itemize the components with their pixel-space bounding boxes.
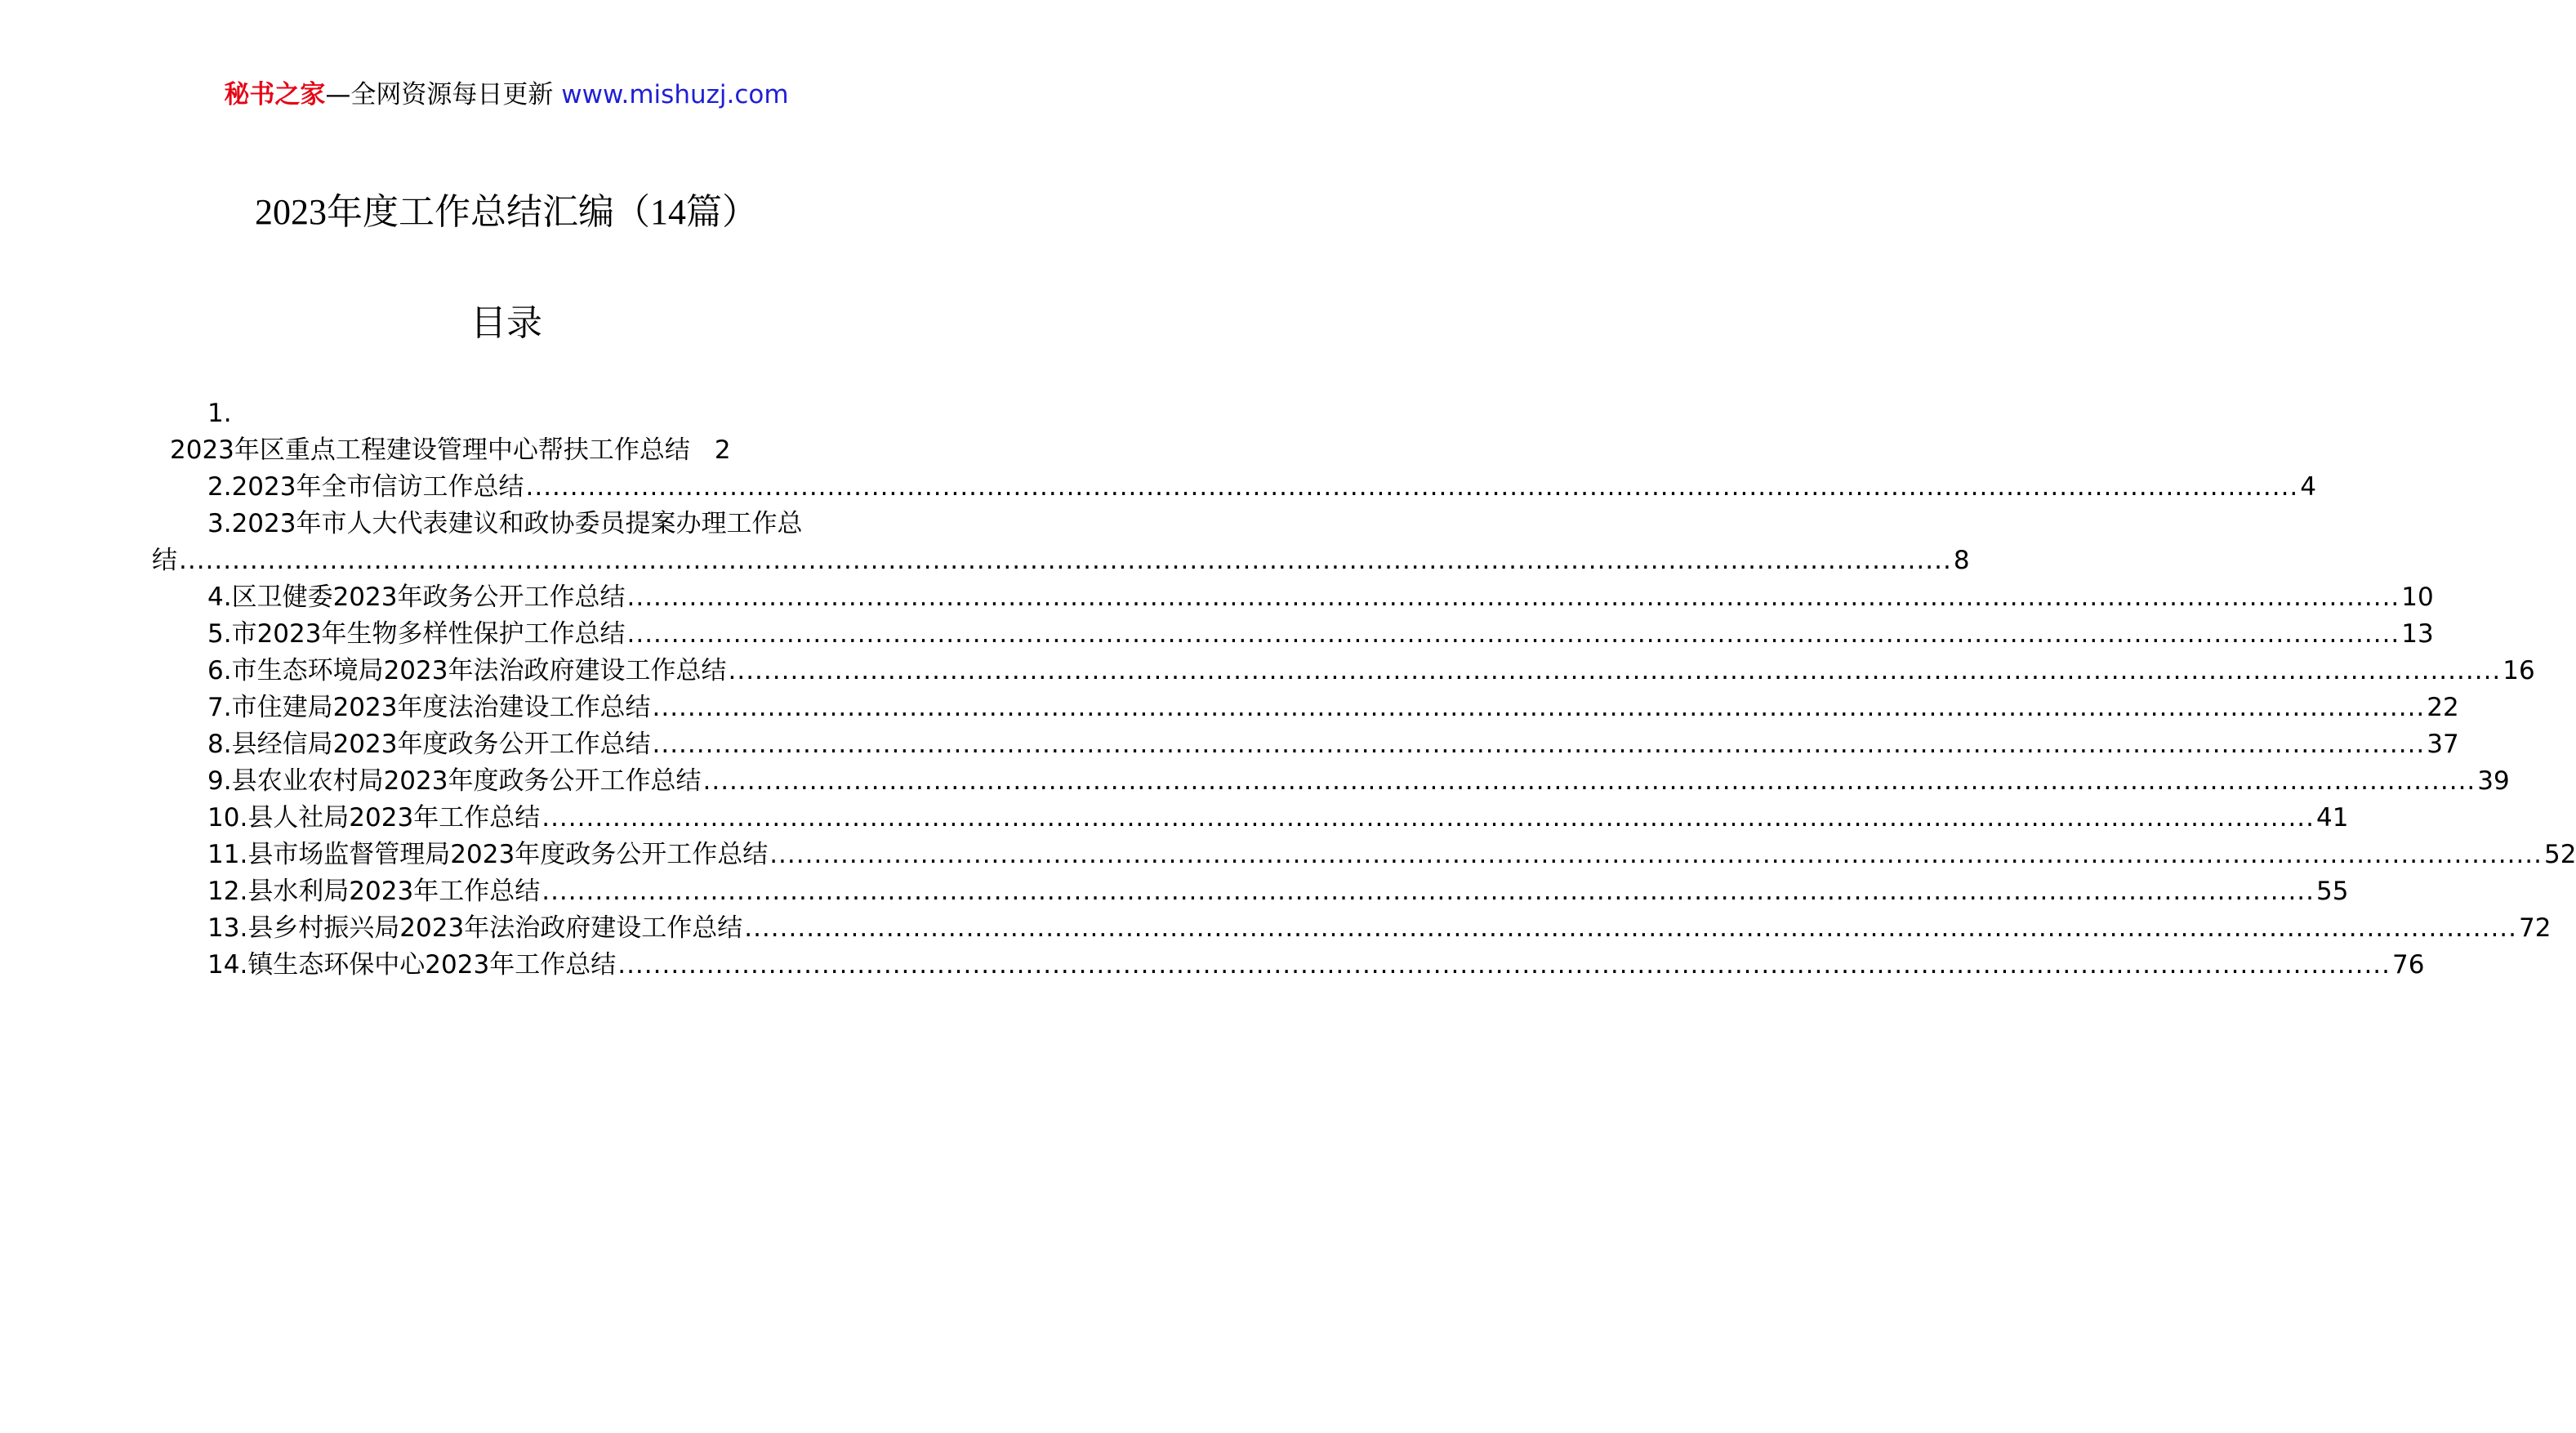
- toc-item-number: 9.: [207, 766, 232, 796]
- dot-leader: ........................................................................................................................................................................................................: [541, 803, 2315, 833]
- toc-item-title: 市住建局2023年度法治建设工作总结: [231, 693, 651, 722]
- toc-item-page: 16: [2502, 656, 2535, 685]
- toc-item-3-continued[interactable]: [152, 542, 1970, 579]
- toc-item-page: 76: [2392, 950, 2425, 980]
- toc-item-page: 37: [2427, 730, 2459, 759]
- toc-item-title-continued: 结: [152, 546, 177, 575]
- toc-item-6[interactable]: [152, 653, 2535, 690]
- title-count: 14: [650, 192, 686, 232]
- dot-leader: ........................................................................................................................................................................................................: [525, 472, 2299, 502]
- toc-item-number: 12.: [207, 877, 248, 906]
- toc-item-page: 41: [2316, 803, 2349, 833]
- toc-item-title: 2023年区重点工程建设管理中心帮扶工作总结: [170, 435, 690, 465]
- toc-item-number: 3.: [207, 509, 232, 538]
- toc-item-14[interactable]: [152, 947, 2425, 984]
- toc-item-title: 市2023年生物多样性保护工作总结: [231, 619, 626, 649]
- toc-item-title: 市生态环境局2023年法治政府建设工作总结: [231, 656, 727, 685]
- table-of-contents: [152, 395, 2576, 984]
- toc-item-title: 县农业农村局2023年度政务公开工作总结: [231, 766, 702, 796]
- toc-item-number: 10.: [207, 803, 248, 833]
- document-title: [0, 190, 1013, 235]
- toc-item-page: 55: [2316, 877, 2349, 906]
- toc-item-title: 县市场监督管理局2023年度政务公开工作总结: [247, 840, 769, 869]
- toc-item-number: 1.: [207, 399, 232, 428]
- toc-item-page: 52: [2544, 840, 2576, 869]
- toc-item-title: 区卫健委2023年政务公开工作总结: [231, 583, 626, 612]
- toc-heading: 目录: [470, 302, 542, 344]
- toc-item-2[interactable]: [152, 469, 2317, 506]
- toc-item-page: 72: [2519, 913, 2551, 943]
- toc-item-title: 2023年全市信访工作总结: [231, 472, 524, 502]
- dot-leader: ........................................................................................................................................................................................................: [617, 950, 2391, 980]
- toc-item-page: 22: [2427, 693, 2459, 722]
- banner-slogan: —全网资源每日更新: [325, 80, 554, 109]
- toc-item-11[interactable]: [152, 837, 2576, 873]
- toc-item-page: 10: [2401, 583, 2434, 612]
- dot-leader: ........................................................................................................................................................................................................: [769, 840, 2543, 869]
- dot-leader: ........................................................................................................................................................................................................: [541, 877, 2315, 906]
- dot-leader: ........................................................................................................................................................................................................: [702, 766, 2476, 796]
- toc-item-1[interactable]: [152, 432, 856, 469]
- toc-item-page: 39: [2477, 766, 2510, 796]
- toc-item-number: 5.: [207, 619, 232, 649]
- title-end: 篇）: [686, 191, 758, 233]
- toc-item-number: 13.: [207, 913, 248, 943]
- toc-item-page: 13: [2401, 619, 2434, 649]
- toc-item-page: 8: [1953, 546, 1970, 575]
- toc-item-page: 2: [714, 435, 731, 465]
- title-year: 2023: [255, 192, 327, 232]
- dot-leader: ........................................................................................................................................................................................................: [179, 546, 1952, 575]
- toc-item-10[interactable]: [152, 800, 2349, 837]
- toc-item-title: 县经信局2023年度政务公开工作总结: [231, 730, 651, 759]
- toc-item-5[interactable]: [152, 616, 2434, 653]
- toc-item-number: 8.: [207, 730, 232, 759]
- toc-item-1-number-line: [152, 395, 856, 432]
- toc-item-number: 4.: [207, 583, 232, 612]
- toc-item-title: 2023年市人大代表建议和政协委员提案办理工作总: [231, 509, 803, 538]
- toc-item-page: 4: [2300, 472, 2317, 502]
- toc-item-number: 2.: [207, 472, 232, 502]
- toc-item-number: 11.: [207, 840, 248, 869]
- title-main: 年度工作总结汇编（: [327, 191, 650, 233]
- toc-item-title: 县乡村振兴局2023年法治政府建设工作总结: [247, 913, 743, 943]
- toc-item-number: 14.: [207, 950, 248, 980]
- toc-item-number: 7.: [207, 693, 232, 722]
- header-banner: [0, 78, 1013, 111]
- dot-leader: ........................................................................................................................................................................................................: [744, 913, 2518, 943]
- toc-item-8[interactable]: [152, 726, 2459, 763]
- dot-leader: ........................................................................................................................................................................................................: [626, 619, 2400, 649]
- toc-item-12[interactable]: [152, 873, 2349, 910]
- toc-item-title: 县人社局2023年工作总结: [247, 803, 541, 833]
- toc-item-9[interactable]: [152, 763, 2510, 800]
- dot-leader: ........................................................................................................................................................................................................: [652, 730, 2426, 759]
- site-url[interactable]: www.mishuzj.com: [561, 80, 789, 109]
- toc-item-13[interactable]: [152, 910, 2551, 947]
- toc-item-3[interactable]: [152, 506, 856, 542]
- toc-item-7[interactable]: [152, 690, 2459, 726]
- dot-leader: ........................................................................................................................................................................................................: [626, 583, 2400, 612]
- dot-leader: ........................................................................................................................................................................................................: [652, 693, 2426, 722]
- toc-item-title: 县水利局2023年工作总结: [247, 877, 541, 906]
- toc-item-number: 6.: [207, 656, 232, 685]
- toc-item-title: 镇生态环保中心2023年工作总结: [247, 950, 617, 980]
- dot-leader: ........................................................................................................................................................................................................: [728, 656, 2502, 685]
- toc-item-4[interactable]: [152, 579, 2434, 616]
- brand-name: 秘书之家: [224, 80, 326, 109]
